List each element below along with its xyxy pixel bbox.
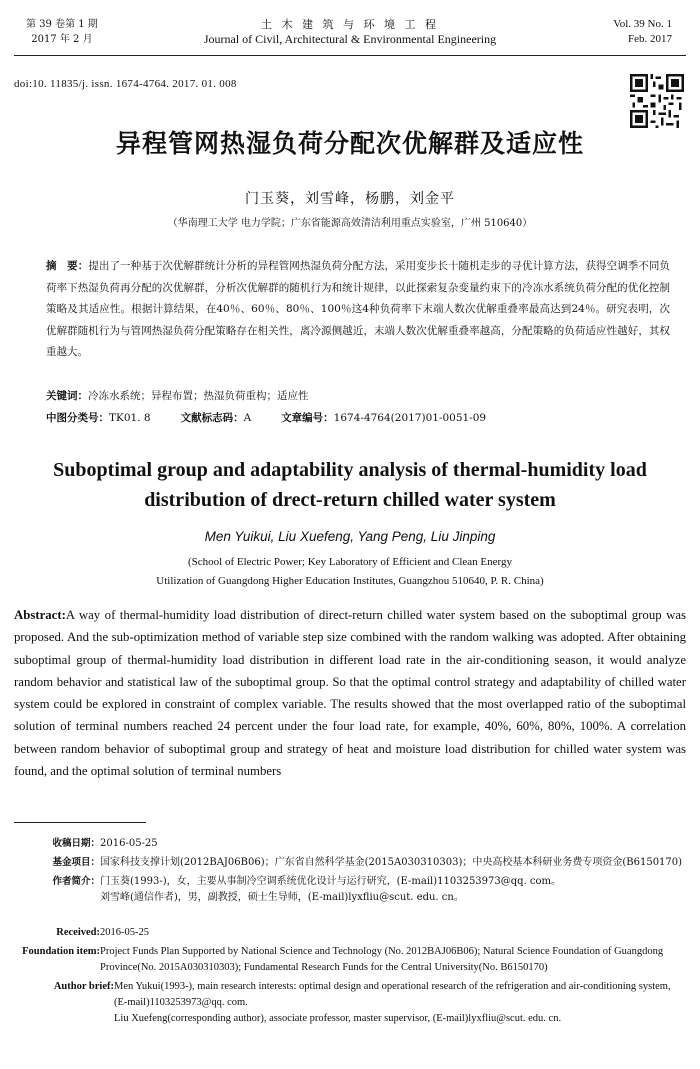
header-rule bbox=[14, 55, 686, 56]
footnote-label: Received: bbox=[56, 927, 100, 938]
footnote-text: 2016-05-25 bbox=[100, 927, 149, 938]
header-journal bbox=[14, 17, 686, 47]
abstract-en-text: A way of thermal-humidity load distribution of direct-return chilled water system based on the suboptimal group was proposed. And the sub-optimization method of variable step size combined with the random walking was adopted. After obtaining suboptimal group of thermal-humidity load distribution in different load rate in the air-conditioning season, it would analyze random behavior and statistical law of the suboptimal group. So that the optimal control strategy and adaptability of chilled water system could be explored in constraint of complex variable. The results showed that the most overlapped ratio of the suboptimal solution of terminal numbers reached 24 percent under the four load rate, for example, 40%, 60%, 80%, 100%. A correlation between random behavior of suboptimal group and strategy of heat and moisture load distribution for chilled water system was found, and the optimal solution of terminal numbers bbox=[14, 608, 686, 779]
abstract-cn bbox=[46, 256, 670, 364]
footnote-label: Foundation item: bbox=[22, 946, 100, 957]
header-volume-en: Vol. 39 No. 1 bbox=[613, 18, 672, 30]
footnote-text: Project Funds Plan Supported by National Science and Technology (No. 2012BAJ06B06); Natural Science Foundation of Guangdong Province(No. 2015A030310303); Fundamental Research Funds for the Central University(No. B6150170) bbox=[100, 946, 664, 973]
footnote-rule bbox=[14, 822, 146, 823]
affiliation-en-line1: (School of Electric Power; Key Laboratory of Efficient and Clean Energy bbox=[188, 556, 512, 568]
footnote-label: Author brief: bbox=[53, 981, 114, 992]
footnote-label: 收稿日期： bbox=[52, 838, 100, 849]
keywords-cn-text: 冷冻水系统；异程布置；热湿负荷重构；适应性 bbox=[88, 390, 309, 402]
footnote-text: Men Yukui(1993-), main research interests: optimal design and operational research of the refrigeration and air-conditioning system, (E-mail)1103253973@qq. com. bbox=[114, 981, 671, 1008]
article-number-label: 文章编号： bbox=[281, 412, 334, 424]
keywords-cn bbox=[46, 388, 670, 403]
article-number-value: 1674-4764(2017)01-0051-09 bbox=[333, 412, 487, 424]
doc-code-label: 文献标志码： bbox=[180, 412, 244, 424]
journal-name-cn: 土 木 建 筑 与 环 境 工 程 bbox=[261, 18, 439, 31]
doi[interactable]: doi:10. 11835/j. issn. 1674-4764. 2017. 01. 008 bbox=[14, 78, 237, 90]
footnote-text: 刘雪峰(通信作者)，男，副教授，硕士生导师，(E-mail)lyxfliu@scut. edu. cn。 bbox=[100, 892, 464, 903]
abstract-cn-text: 提出了一种基于次优解群统计分析的异程管网热湿负荷分配方法，采用变步长十随机走步的寻优计算方法，获得空调季不同负荷率下热湿负荷再分配的次优解群，分析次优解群的随机行为和统计规律，以此探索复杂变量约束下的冷冻水系统负荷分配的优化控制策略及其适应性。根据计算结果，在40％、60％、80％、100％这4种负荷率下末端人数次优解重叠率最高达到24％。研究表明，次优解群随机行为与管网热湿负荷分配策略存在相关性，离冷源侧越近，末端人数次优解重叠率越高，分配策略的负荷适应性越好，其权重越大。 bbox=[46, 260, 670, 358]
authors-en: Men Yuikui, Liu Xuefeng, Yang Peng, Liu Jinping bbox=[204, 529, 496, 544]
abstract-en bbox=[14, 604, 686, 782]
affiliation-en-line2: Utilization of Guangdong Higher Education Institutes, Guangzhou 510640, P. R. China) bbox=[156, 575, 544, 587]
footnote-label: 基金项目： bbox=[52, 857, 100, 868]
affiliation-cn: （华南理工大学 电力学院；广东省能源高效清洁利用重点实验室，广州 510640） bbox=[167, 218, 533, 229]
header-issue-en bbox=[613, 17, 672, 47]
footnotes-en bbox=[14, 925, 686, 1027]
article-title-en: Suboptimal group and adaptability analysis of thermal-humidity load distribution of drect-return chilled water system bbox=[53, 459, 647, 511]
abstract-en-label: Abstract: bbox=[14, 608, 66, 622]
abstract-cn-label: 摘 要： bbox=[46, 260, 89, 272]
footnote-label: 作者简介： bbox=[52, 876, 100, 887]
footnote-brief-en bbox=[14, 979, 686, 1027]
footnote-bio-cn bbox=[14, 874, 686, 906]
authors-cn: 门玉葵，刘雪峰，杨鹏，刘金平 bbox=[245, 191, 455, 207]
footnote-fund-cn bbox=[14, 855, 686, 871]
header-date-en: Feb. 2017 bbox=[628, 33, 672, 45]
footnote-text: Liu Xuefeng(corresponding author), associate professor, master supervisor, (E-mail)lyxfliu@scut. edu. cn. bbox=[114, 1013, 562, 1024]
qr-code-icon bbox=[630, 74, 684, 128]
classification-line bbox=[46, 410, 670, 425]
clc-label: 中图分类号： bbox=[46, 412, 109, 424]
footnote-fund-en bbox=[14, 944, 686, 976]
header-volume-cn: 第 39 卷第 1 期 bbox=[26, 19, 98, 30]
affiliation-en bbox=[0, 553, 700, 591]
footnote-received-en bbox=[14, 925, 686, 941]
footnotes-cn bbox=[14, 836, 686, 906]
footnote-text: 门玉葵(1993-)，女，主要从事制冷空调系统优化设计与运行研究，(E-mail)1103253973@qq. com。 bbox=[100, 876, 562, 887]
running-header bbox=[14, 17, 686, 57]
footnote-text: 2016-05-25 bbox=[100, 838, 158, 849]
header-date-cn: 2017 年 2 月 bbox=[31, 34, 93, 45]
doc-code-value: A bbox=[243, 412, 252, 424]
footnote-text: 国家科技支撑计划(2012BAJ06B06)；广东省自然科学基金(2015A030310303)；中央高校基本科研业务费专项资金(B6150170) bbox=[100, 857, 683, 868]
footnote-received-cn bbox=[14, 836, 686, 852]
article-title-cn: 异程管网热湿负荷分配次优解群及适应性 bbox=[115, 129, 584, 158]
keywords-cn-label: 关键词： bbox=[46, 390, 88, 402]
clc-value: TK01. 8 bbox=[109, 412, 151, 424]
journal-name-en: Journal of Civil, Architectural & Environmental Engineering bbox=[203, 32, 497, 46]
